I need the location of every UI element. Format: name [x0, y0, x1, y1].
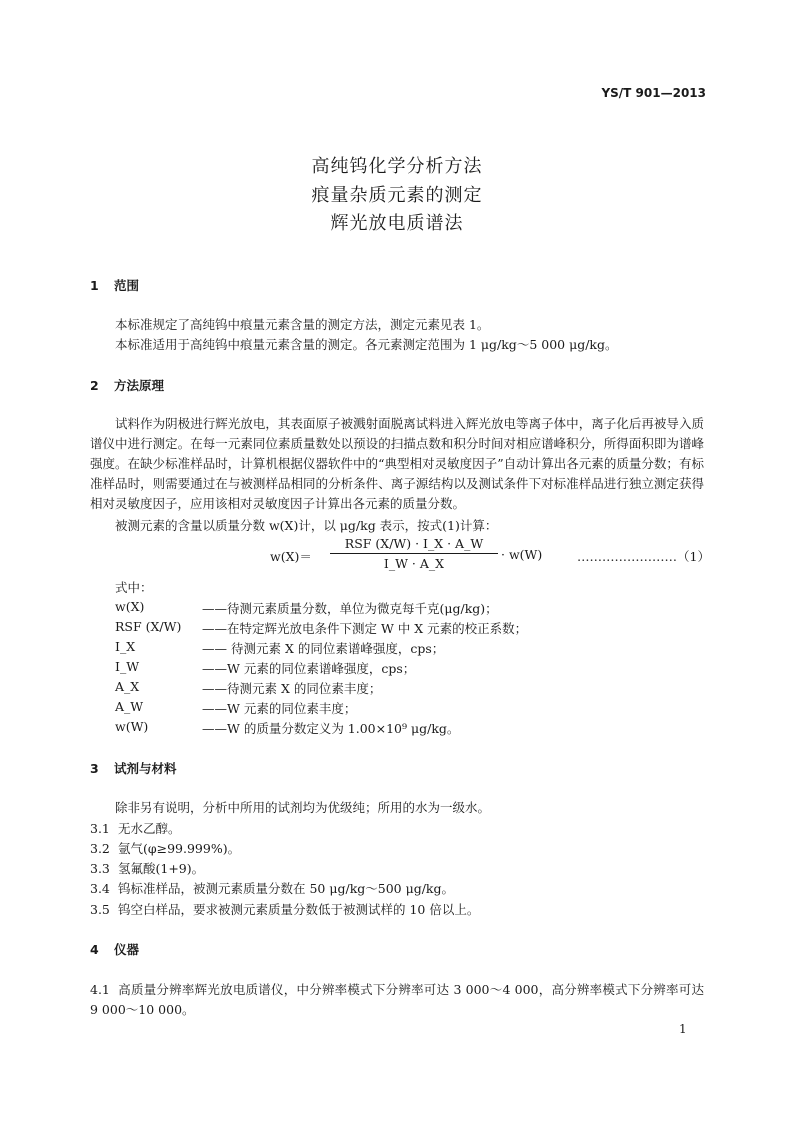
list-item: [90, 859, 204, 877]
section-4-heading: [90, 940, 139, 958]
section-2-heading: [90, 376, 164, 394]
where-definition: ——W 的质量分数定义为 1.00×10⁹ μg/kg。: [202, 721, 460, 736]
where-symbol: I_X: [115, 639, 136, 654]
where-symbol: w(W): [115, 719, 149, 734]
item-text: 氢氟酸(1+9)。: [118, 861, 205, 876]
section-number: 4: [90, 942, 99, 957]
section-3-heading: [90, 759, 177, 777]
formula-numerator: RSF (X/W) · I_X · A_W: [330, 536, 498, 554]
where-symbol: A_W: [115, 699, 144, 714]
where-label: 式中：: [115, 580, 153, 595]
formula-fraction: [330, 536, 498, 571]
formula-lhs: w(X)＝: [270, 549, 312, 564]
item-number: 3.5: [90, 902, 110, 917]
where-symbol: A_X: [115, 679, 140, 694]
title-line-2: 痕量杂质元素的测定: [311, 185, 483, 206]
section-number: 2: [90, 378, 99, 393]
item-text: 氩气(φ≥99.999%)。: [118, 841, 241, 856]
item-text: 钨空白样品，要求被测元素质量分数低于被测试样的 10 倍以上。: [118, 902, 480, 917]
item-number: 4.1: [90, 982, 110, 997]
list-item: [90, 879, 454, 897]
page-number: 1: [679, 1022, 687, 1036]
where-definition: ——待测元素 X 的同位素丰度；: [202, 681, 382, 696]
section-title: 方法原理: [114, 378, 165, 393]
where-definition: ——W 元素的同位素丰度；: [202, 701, 357, 716]
item-text: 高质量分辨率辉光放电质谱仪，中分辨率模式下分辨率可达 3 000～4 000，高分辨率模式下分辨率可达 9 000～10 000。: [90, 982, 704, 1017]
section-title: 仪器: [114, 942, 140, 957]
formula-1: [270, 536, 710, 576]
s3-paragraph-1: 除非另有说明，分析中所用的试剂均为优级纯；所用的水为一级水。: [115, 800, 491, 815]
item-number: 3.3: [90, 861, 110, 876]
section-number: 3: [90, 761, 99, 776]
standard-code: YS/T 901—2013: [601, 86, 706, 100]
s4-item-4-1: [90, 980, 704, 1020]
where-definition: ——在特定辉光放电条件下测定 W 中 X 元素的校正系数；: [202, 621, 528, 636]
where-definition: ——待测元素质量分数，单位为微克每千克(μg/kg)；: [202, 601, 498, 616]
s2-paragraph-2: 被测元素的含量以质量分数 w(X)计，以 μg/kg 表示，按式(1)计算：: [115, 518, 498, 533]
list-item: [90, 900, 479, 918]
where-symbol: RSF (X/W): [115, 619, 182, 634]
item-text: 无水乙醇。: [118, 821, 181, 836]
where-definition: —— 待测元素 X 的同位素谱峰强度，cps；: [202, 641, 445, 656]
formula-denominator: I_W · A_X: [383, 556, 445, 571]
item-number: 3.1: [90, 821, 110, 836]
list-item: [90, 839, 240, 857]
item-number: 3.2: [90, 841, 110, 856]
where-symbol: w(X): [115, 599, 145, 614]
title-line-1: 高纯钨化学分析方法: [311, 156, 483, 177]
item-number: 3.4: [90, 881, 110, 896]
section-title: 范围: [114, 278, 140, 293]
s1-paragraph-2: 本标准适用于高纯钨中痕量元素含量的测定。各元素测定范围为 1 μg/kg～5 000 μg/kg。: [115, 337, 618, 352]
where-definition: ——W 元素的同位素谱峰强度，cps；: [202, 661, 416, 676]
list-item: [90, 819, 181, 837]
title-line-3: 辉光放电质谱法: [330, 213, 464, 234]
where-symbol: I_W: [115, 659, 140, 674]
item-text: 钨标准样品，被测元素质量分数在 50 μg/kg～500 μg/kg。: [118, 881, 455, 896]
section-1-heading: [90, 276, 139, 294]
section-title: 试剂与材料: [114, 761, 177, 776]
equation-number: ……………………（1）: [577, 549, 710, 564]
formula-rhs: · w(W): [501, 547, 543, 562]
section-number: 1: [90, 278, 99, 293]
s2-paragraph-1: 试料作为阴极进行辉光放电，其表面原子被溅射面脱离试料进入辉光放电等离子体中，离子化后再被导入质谱仪中进行测定。在每一元素同位素质量数处以预设的扫描点数和积分时间对相应谱峰积分，所得面积即为谱峰强度。在缺少标准样品时，计算机根据仪器软件中的“典型相对灵敏度因子”自动计算出各元素的质量分数；有标准样品时，则需要通过在与被测样品相同的分析条件、离子源结构以及测试条件下对标准样品进行独立测定获得相对灵敏度因子，应用该相对灵敏度因子计算出各元素的质量分数。: [90, 416, 704, 511]
s1-paragraph-1: 本标准规定了高纯钨中痕量元素含量的测定方法，测定元素见表 1。: [115, 317, 490, 332]
